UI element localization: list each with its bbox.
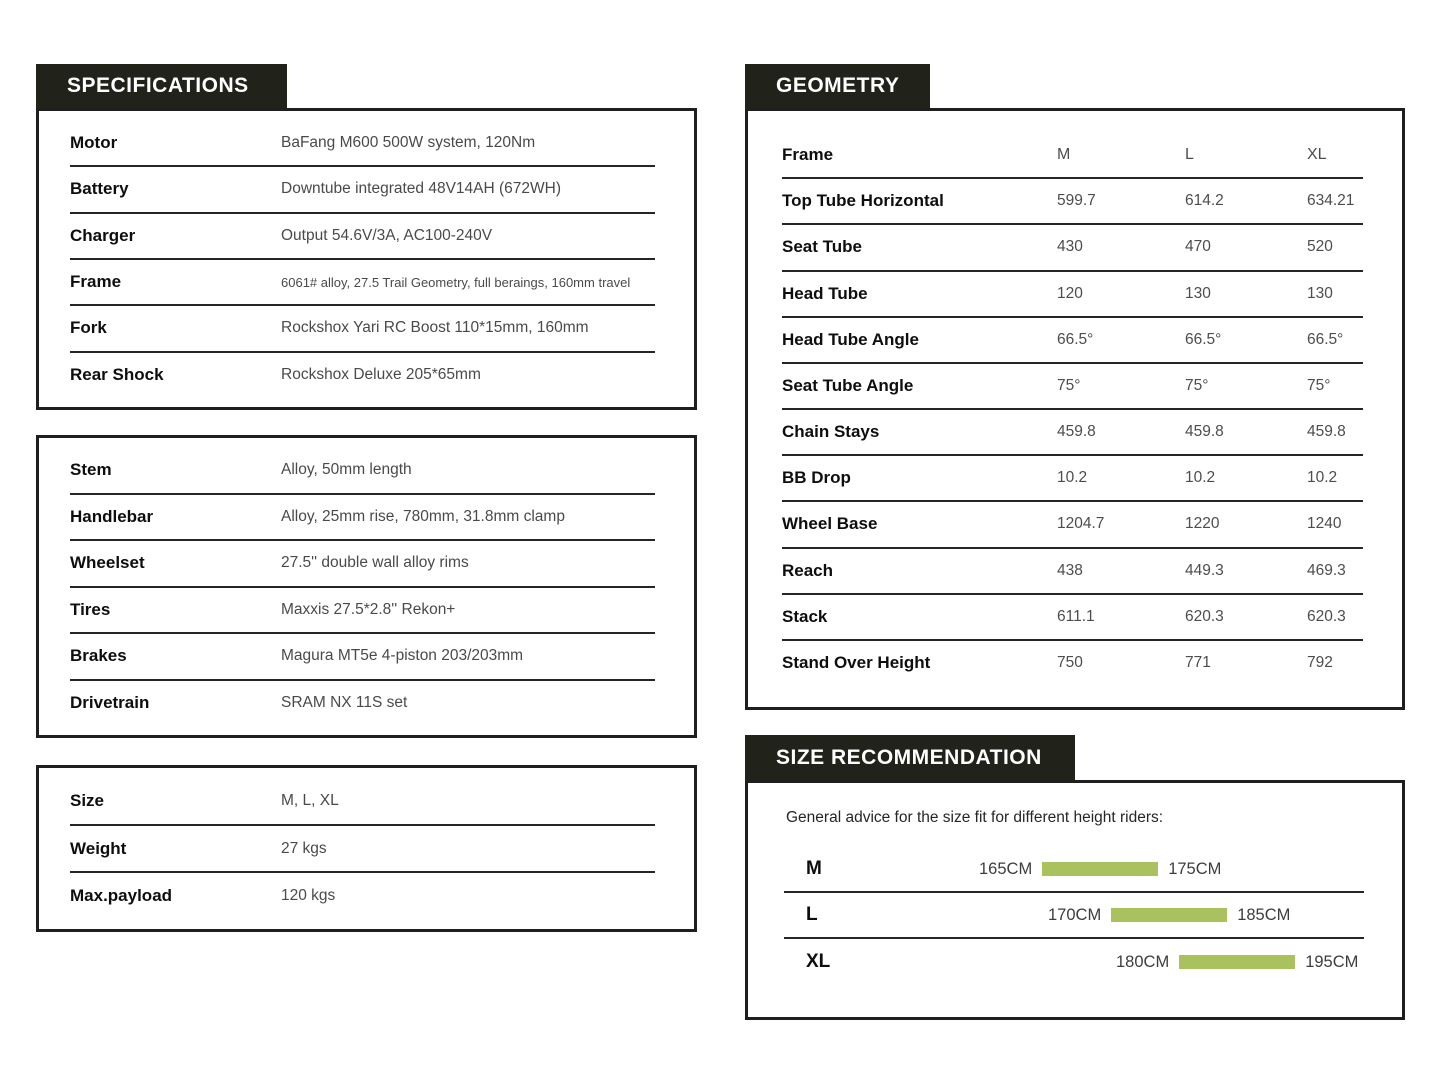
height-range-group: [1048, 906, 1290, 925]
height-max-label: 195CM: [1305, 952, 1359, 971]
height-min-label: 165CM: [979, 859, 1033, 878]
size-label: M: [806, 858, 822, 879]
spec-row: [70, 353, 655, 397]
spec-row: [70, 448, 655, 495]
spec-value: Magura MT5e 4-piston 203/203mm: [281, 647, 524, 665]
geometry-value: 599.7: [1057, 192, 1096, 210]
spec-label: Brakes: [70, 646, 127, 666]
spec-row: [70, 634, 655, 681]
geometry-value: 459.8: [1057, 423, 1096, 441]
height-min-label: 170CM: [1048, 905, 1102, 924]
geometry-row: [782, 179, 1363, 225]
geometry-row-label: Head Tube: [782, 283, 868, 303]
height-max-label: 175CM: [1168, 859, 1222, 878]
spec-value: Alloy, 50mm length: [281, 461, 412, 479]
geometry-header-row: [782, 133, 1363, 179]
size-recommendation-title: SIZE RECOMMENDATION: [776, 745, 1042, 769]
height-range-bar: [1042, 862, 1158, 876]
spec-row: [70, 306, 655, 352]
spec-label: Frame: [70, 272, 122, 292]
geometry-row-label: Reach: [782, 560, 834, 580]
size-recommendation-row: [784, 893, 1364, 939]
height-range-group: [1116, 953, 1358, 972]
geometry-row-label: Head Tube Angle: [782, 329, 919, 349]
spec-row: [70, 167, 655, 213]
geometry-value: 469.3: [1307, 561, 1346, 579]
geometry-header: [745, 64, 930, 108]
spec-value: Output 54.6V/3A, AC100-240V: [281, 226, 493, 244]
height-max-label: 185CM: [1237, 905, 1291, 924]
geometry-size-column-header: XL: [1307, 146, 1327, 164]
geometry-row-label: Seat Tube Angle: [782, 375, 914, 395]
geometry-row-label: Seat Tube: [782, 237, 862, 257]
spec-row: [70, 778, 655, 826]
geometry-value: 470: [1185, 238, 1211, 256]
geometry-value: 620.3: [1307, 607, 1346, 625]
spec-label: Drivetrain: [70, 692, 150, 712]
geometry-value: 620.3: [1185, 607, 1224, 625]
geometry-value: 449.3: [1185, 561, 1224, 579]
geometry-panel: [745, 64, 1405, 710]
spec-row: [70, 214, 655, 260]
geometry-value: 430: [1057, 238, 1083, 256]
geometry-frame-column-header: Frame: [782, 145, 834, 165]
geometry-row: [782, 364, 1363, 410]
geometry-value: 10.2: [1307, 469, 1338, 487]
geometry-row: [782, 595, 1363, 641]
spec-label: Weight: [70, 838, 127, 858]
geometry-title: GEOMETRY: [776, 74, 900, 97]
geometry-row: [782, 502, 1363, 548]
spec-label: Battery: [70, 179, 129, 199]
spec-label: Max.payload: [70, 886, 173, 906]
spec-row: [70, 260, 655, 306]
geometry-value: 75°: [1057, 376, 1081, 394]
spec-value: Maxxis 27.5*2.8'' Rekon+: [281, 600, 456, 618]
size-recommendation-row: [784, 847, 1364, 893]
geometry-value: 1204.7: [1057, 515, 1105, 533]
size-label: L: [806, 904, 818, 925]
size-weight-panel: [36, 765, 697, 932]
size-weight-table: [36, 765, 697, 932]
geometry-value: 66.5°: [1057, 330, 1094, 348]
specifications-header: [36, 64, 287, 108]
geometry-value: 1220: [1185, 515, 1220, 533]
geometry-value: 66.5°: [1307, 330, 1344, 348]
geometry-value: 459.8: [1185, 423, 1224, 441]
geometry-row: [782, 318, 1363, 364]
spec-row: [70, 681, 655, 726]
geometry-size-column-header: L: [1185, 146, 1194, 164]
size-recommendation-content: [745, 780, 1405, 1020]
height-range-group: [979, 860, 1221, 879]
spec-value: Rockshox Yari RC Boost 110*15mm, 160mm: [281, 319, 589, 337]
spec-value: M, L, XL: [281, 791, 339, 809]
spec-value: BaFang M600 500W system, 120Nm: [281, 134, 536, 152]
spec-value: 27 kgs: [281, 839, 327, 857]
geometry-row: [782, 549, 1363, 595]
geometry-value: 130: [1307, 284, 1333, 302]
height-range-bar: [1179, 955, 1295, 969]
spec-label: Wheelset: [70, 553, 145, 573]
geometry-row-label: Top Tube Horizontal: [782, 191, 944, 211]
geometry-row-label: Wheel Base: [782, 514, 878, 534]
geometry-value: 614.2: [1185, 192, 1224, 210]
geometry-row: [782, 410, 1363, 456]
spec-row: [70, 495, 655, 542]
size-recommendation-panel: [745, 735, 1405, 1020]
spec-label: Fork: [70, 318, 107, 338]
size-label: XL: [806, 951, 831, 972]
geometry-value: 634.21: [1307, 192, 1355, 210]
height-range-bar: [1111, 908, 1227, 922]
spec-value: Downtube integrated 48V14AH (672WH): [281, 180, 562, 198]
geometry-row: [782, 225, 1363, 271]
specifications-table: [36, 108, 697, 410]
geometry-value: 75°: [1307, 376, 1331, 394]
spec-row: [70, 826, 655, 874]
geometry-size-column-header: M: [1057, 146, 1071, 164]
spec-row: [70, 121, 655, 167]
size-recommendation-header: [745, 735, 1075, 780]
spec-label: Size: [70, 790, 105, 810]
geometry-row-label: Chain Stays: [782, 422, 880, 442]
specifications-title: SPECIFICATIONS: [67, 74, 249, 97]
spec-label: Rear Shock: [70, 364, 164, 384]
geometry-value: 120: [1057, 284, 1083, 302]
geometry-value: 520: [1307, 238, 1333, 256]
geometry-row: [782, 641, 1363, 685]
spec-value: 120 kgs: [281, 887, 336, 905]
size-recommendation-subtitle: General advice for the size fit for different height riders:: [786, 809, 1164, 826]
size-recommendation-rows: [784, 847, 1364, 985]
size-recommendation-row: [784, 939, 1364, 985]
geometry-value: 750: [1057, 653, 1083, 671]
spec-label: Handlebar: [70, 506, 154, 526]
specifications-panel: [36, 64, 697, 410]
spec-label: Stem: [70, 460, 112, 480]
spec-value: 27.5'' double wall alloy rims: [281, 554, 469, 572]
height-min-label: 180CM: [1116, 952, 1170, 971]
spec-label: Charger: [70, 225, 136, 245]
spec-value: SRAM NX 11S set: [281, 693, 408, 711]
spec-label: Tires: [70, 599, 111, 619]
geometry-value: 771: [1185, 653, 1211, 671]
spec-row: [70, 873, 655, 919]
geometry-row: [782, 456, 1363, 502]
geometry-value: 75°: [1185, 376, 1209, 394]
spec-value: Alloy, 25mm rise, 780mm, 31.8mm clamp: [281, 507, 565, 525]
geometry-value: 66.5°: [1185, 330, 1222, 348]
geometry-row: [782, 272, 1363, 318]
geometry-row-label: Stand Over Height: [782, 652, 931, 672]
geometry-value: 130: [1185, 284, 1211, 302]
geometry-value: 459.8: [1307, 423, 1346, 441]
spec-row: [70, 588, 655, 635]
components-panel: [36, 435, 697, 738]
geometry-row-label: Stack: [782, 606, 828, 626]
geometry-table: [745, 108, 1405, 710]
geometry-row-label: BB Drop: [782, 468, 851, 488]
geometry-value: 792: [1307, 653, 1333, 671]
spec-value: 6061# alloy, 27.5 Trail Geometry, full beraings, 160mm travel: [281, 274, 631, 290]
geometry-value: 438: [1057, 561, 1083, 579]
components-table: [36, 435, 697, 738]
geometry-value: 1240: [1307, 515, 1342, 533]
spec-label: Motor: [70, 133, 118, 153]
geometry-value: 10.2: [1185, 469, 1216, 487]
geometry-value: 10.2: [1057, 469, 1088, 487]
geometry-value: 611.1: [1057, 607, 1095, 625]
spec-row: [70, 541, 655, 588]
spec-value: Rockshox Deluxe 205*65mm: [281, 365, 481, 383]
